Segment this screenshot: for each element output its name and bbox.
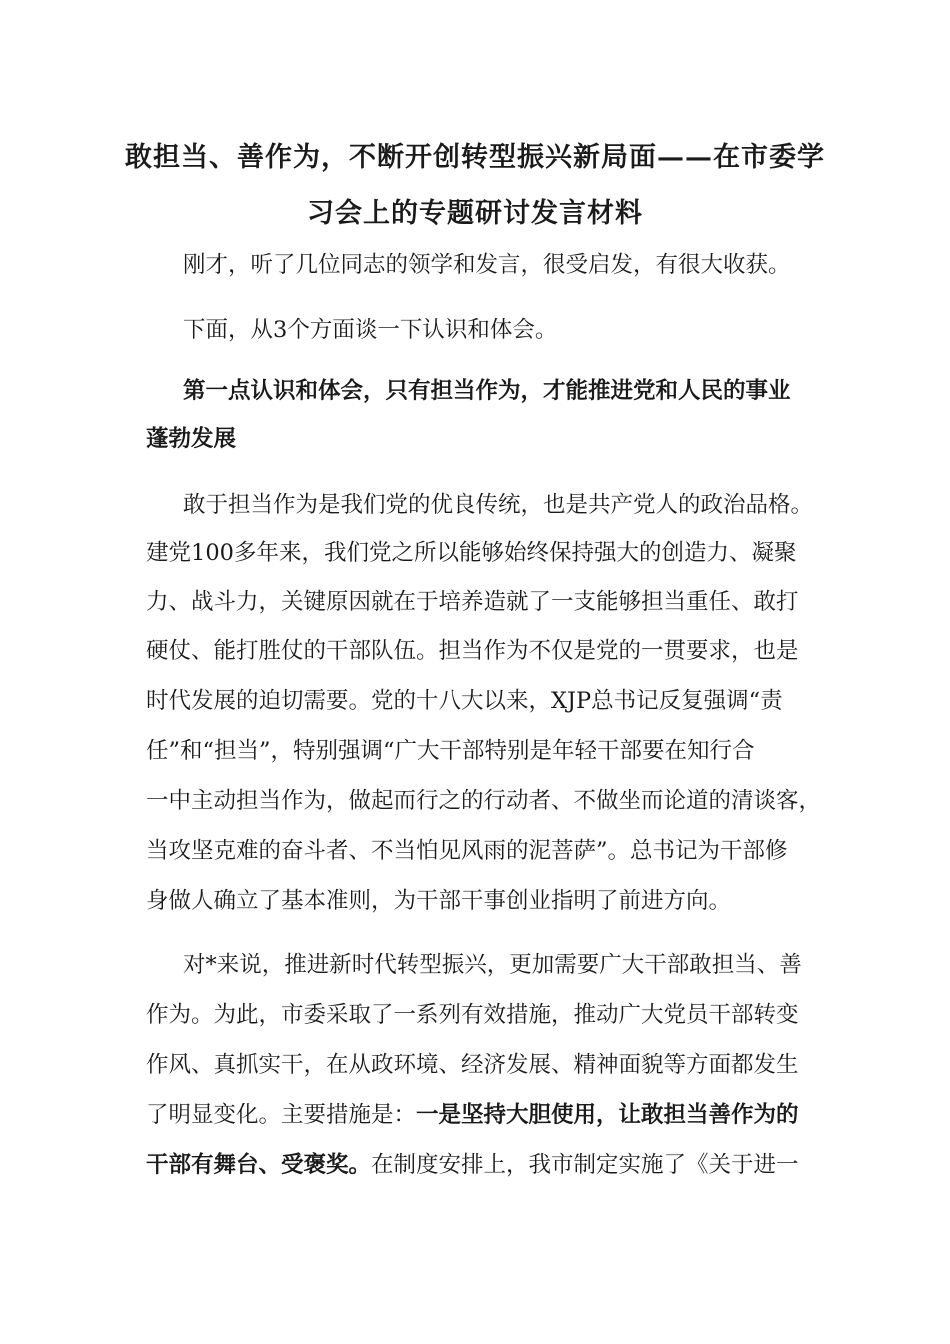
document-title	[120, 130, 830, 242]
paragraph-line: 对*来说，推进新时代转型振兴，更加需要广大干部敢担当、善	[183, 952, 802, 978]
paragraph-line: 一中主动担当作为，做起而行之的行动者、不做坐而论道的清谈客，	[146, 788, 822, 814]
intro-paragraph: 刚才，听了几位同志的领学和发言，很受启发，有很大收获。	[183, 252, 791, 278]
paragraph-line: 作为。为此，市委采取了一系列有效措施，推动广大党员干部转变	[146, 1002, 799, 1028]
paragraph-line: 任”和“担当”，特别强调“广大干部特别是年轻干部要在知行合	[146, 738, 755, 764]
section-heading-1-line-1: 第一点认识和体会，只有担当作为，才能推进党和人民的事业	[183, 378, 791, 404]
paragraph-line: 身做人确立了基本准则，为干部干事创业指明了前进方向。	[146, 888, 732, 914]
paragraph-text: 在制度安排上，我市制定实施了《关于进一	[371, 1152, 799, 1178]
emphasis-text: 一是坚持大胆使用，让敢担当善作为的	[416, 1102, 799, 1128]
paragraph-line: 作风、真抓实干，在从政环境、经济发展、精神面貌等方面都发生	[146, 1052, 799, 1078]
paragraph-line: 当攻坚克难的奋斗者、不当怕见风雨的泥菩萨”。总书记为干部修	[146, 838, 788, 864]
paragraph-line: 敢于担当作为是我们党的优良传统，也是共产党人的政治品格。	[183, 492, 814, 518]
paragraph-line: 时代发展的迫切需要。党的十八大以来，XJP总书记反复强调“责	[146, 688, 783, 714]
paragraph-line: 建党100多年来，我们党之所以能够始终保持强大的创造力、凝聚	[146, 540, 797, 566]
emphasis-text: 干部有舞台、受褒奖。	[146, 1152, 372, 1178]
paragraph-line-mixed	[146, 1100, 799, 1130]
paragraph-line-mixed	[146, 1150, 799, 1180]
paragraph-text: 了明显变化。主要措施是：	[146, 1102, 417, 1128]
section-heading-1-line-2: 蓬勃发展	[146, 426, 237, 452]
paragraph-line: 力、战斗力，关键原因就在于培养造就了一支能够担当重任、敢打	[146, 589, 799, 615]
title-line-2: 习会上的专题研讨发言材料	[307, 198, 643, 229]
outline-paragraph: 下面，从3个方面谈一下认识和体会。	[183, 317, 558, 343]
paragraph-line: 硬仗、能打胜仗的干部队伍。担当作为不仅是党的一贯要求，也是	[146, 638, 799, 664]
title-line-1: 敢担当、善作为，不断开创转型振兴新局面——在市委学	[125, 142, 825, 173]
